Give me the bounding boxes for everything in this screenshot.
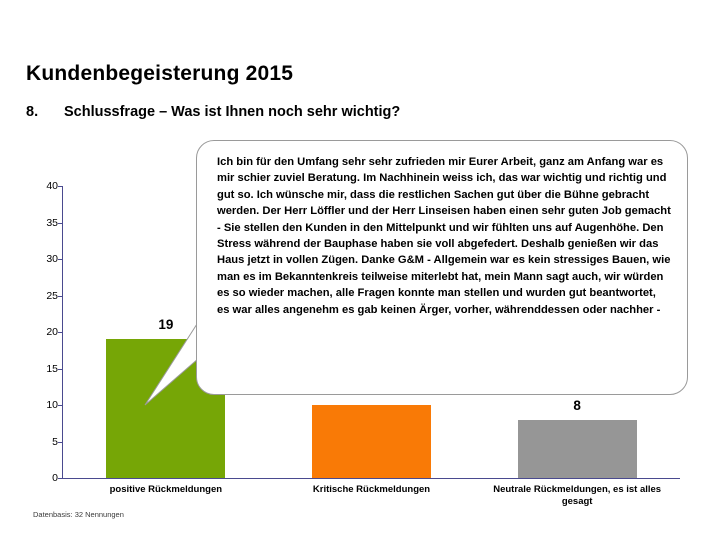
bar-value-label: 8	[573, 397, 581, 413]
category-label: Kritische Rückmeldungen	[312, 484, 431, 495]
y-tick-label	[28, 364, 58, 374]
y-tick-value: 30	[46, 253, 58, 265]
y-tick-mark	[58, 405, 62, 406]
bar	[518, 420, 637, 478]
bar-value-label: 19	[158, 317, 174, 333]
subtitle-number: 8.	[26, 104, 39, 120]
y-tick-value: 25	[46, 289, 58, 302]
x-axis	[62, 478, 680, 479]
y-tick-value: 35	[46, 216, 58, 229]
y-tick-label	[28, 254, 58, 264]
y-tick-mark	[58, 369, 62, 370]
y-tick-mark	[58, 296, 62, 297]
y-tick-label	[28, 473, 58, 483]
y-tick-mark	[58, 186, 62, 187]
y-tick-value: 0	[52, 472, 58, 484]
y-tick-value: 15	[46, 362, 58, 375]
y-tick-label	[28, 291, 58, 301]
y-tick-label	[28, 400, 58, 410]
callout-text: Ich bin für den Umfang sehr sehr zufrieden mir Eurer Arbeit, ganz am Anfang war es mir schier zuviel Beratung. Im Nachhinein weiss ich, das war wichtig und richtig und gut so. Ich wünsche mir, dass die restlichen Sachen gut über die Bühne gebracht werden. Der Herr Löffler und der Herr Linseisen haben einen sehr guten Job gemacht - Sie stellen den Kunden in den Mittelpunkt und wir fühlten uns auf Augenhöhe. Den Stress während der Bauphase haben sie voll abgefedert. Deshalb genießen wir das Haus jetzt in vollen Zügen. Danke G&M - Allgemein war es kein stressiges Bauen, wie man es im Bekanntenkreis teilweise miterlebt hat, mein Mann sagt auch, wir würden es so wieder machen, alle Fragen konnte man stellen und wurden gut beantwortet, es war alles angenehm es gab keinen Ärger, vorher, währenddessen oder nachher -	[217, 156, 671, 316]
y-tick-mark	[58, 332, 62, 333]
y-tick-mark	[58, 223, 62, 224]
y-tick-value: 5	[52, 435, 58, 448]
y-tick-value: 10	[46, 399, 58, 411]
footnote: Datenbasis: 32 Nennungen	[33, 510, 124, 519]
y-tick-label	[28, 181, 58, 191]
y-tick-label	[28, 218, 58, 228]
subtitle-text: Schlussfrage – Was ist Ihnen noch sehr wichtig?	[64, 104, 401, 120]
y-tick-label	[28, 437, 58, 447]
bar	[312, 405, 431, 478]
y-tick-label	[28, 327, 58, 337]
y-tick-value: 20	[46, 326, 58, 338]
callout-box	[196, 140, 688, 395]
page-title: Kundenbegeisterung 2015	[26, 62, 294, 85]
y-tick-mark	[58, 478, 62, 479]
y-tick-mark	[58, 259, 62, 260]
y-tick-value: 40	[46, 180, 58, 192]
category-label: Neutrale Rückmeldungen, es ist alles gesagt	[493, 484, 662, 507]
y-tick-mark	[58, 442, 62, 443]
category-label: positive Rückmeldungen	[109, 484, 223, 495]
